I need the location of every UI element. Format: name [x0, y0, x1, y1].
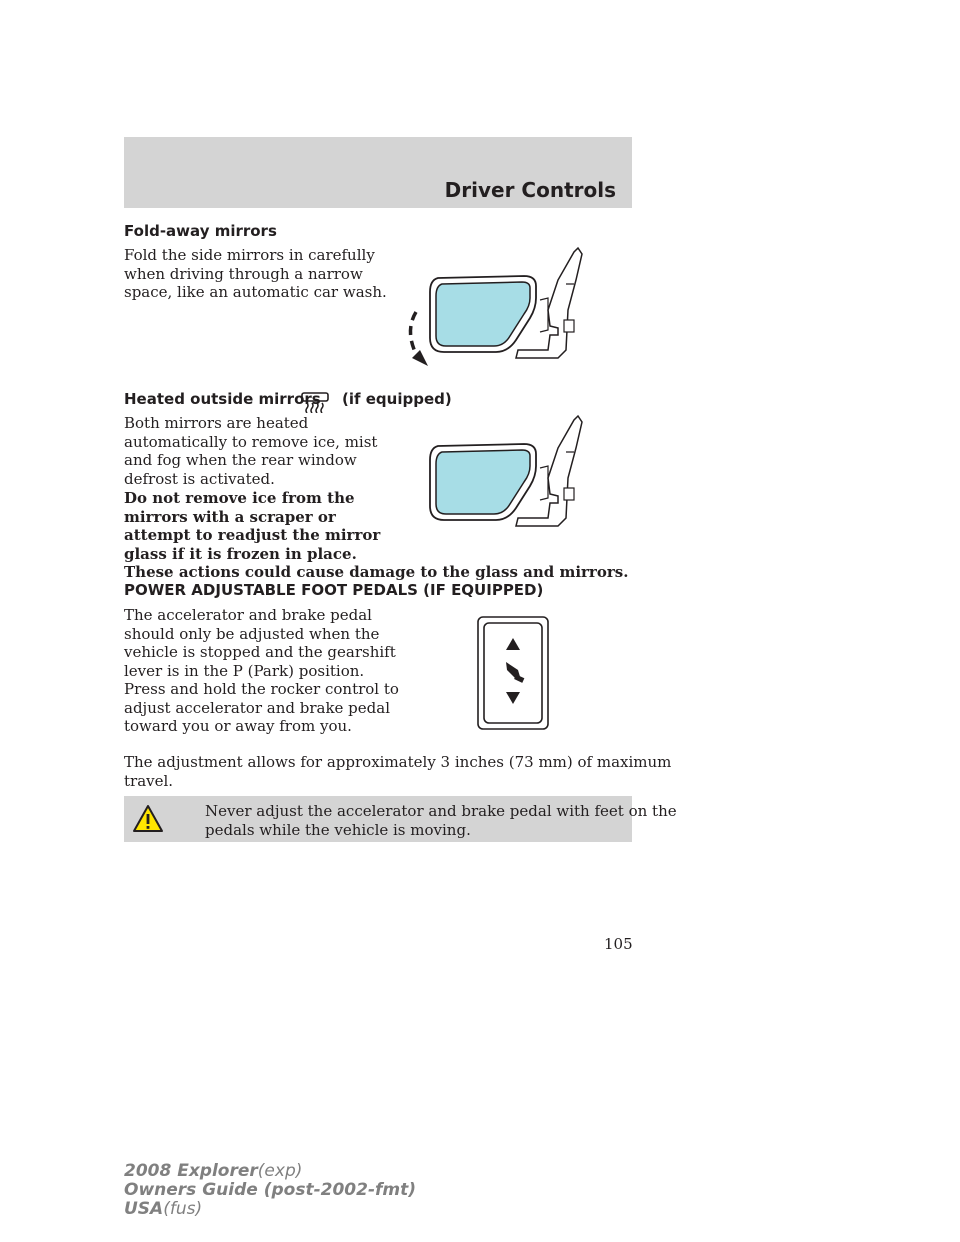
fold-away-heading: Fold-away mirrors	[124, 222, 277, 240]
text-line: space, like an automatic car wash.	[124, 283, 387, 302]
text-line: lever is in the P (Park) position.	[124, 661, 365, 680]
page-number: 105	[604, 935, 633, 953]
warning-text	[205, 802, 677, 839]
folding-mirror-illustration	[398, 240, 588, 370]
warning-box	[124, 796, 677, 842]
text-line: mirrors with a scraper or	[124, 507, 336, 526]
text-line: These actions could cause damage to the glass and mirrors.	[124, 563, 629, 582]
footer-guide: Owners Guide (post-2002-fmt)	[124, 1180, 417, 1200]
text-line: pedals while the vehicle is moving.	[205, 820, 471, 839]
heated-mirror-illustration	[418, 408, 588, 538]
text-line: Never adjust the accelerator and brake pedal with feet on the	[205, 802, 677, 820]
text-line: attempt to readjust the mirror	[124, 526, 381, 545]
section-title: Driver Controls	[444, 178, 616, 202]
pedal-rocker-switch-illustration	[477, 616, 549, 730]
text-line: toward you or away from you.	[124, 717, 352, 736]
heated-mirrors-heading-suffix: (if equipped)	[342, 390, 452, 408]
footer-model-code: (exp)	[257, 1161, 303, 1181]
text-line: Press and hold the rocker control to	[124, 680, 399, 698]
heated-mirrors-heading: Heated outside mirrors	[124, 390, 321, 408]
text-line: Do not remove ice from the	[124, 489, 355, 507]
heated-mirrors-paragraph	[124, 414, 377, 488]
footer	[124, 1162, 416, 1219]
defrost-icon	[300, 391, 330, 413]
pedals-paragraph-1	[124, 606, 396, 680]
text-line: adjust accelerator and brake pedal	[124, 698, 391, 717]
text-line: The accelerator and brake pedal	[124, 606, 372, 624]
pedals-heading: POWER ADJUSTABLE FOOT PEDALS (IF EQUIPPED)	[124, 581, 544, 599]
text-line: travel.	[124, 771, 174, 790]
header-band	[124, 137, 632, 208]
footer-market: USA	[124, 1199, 164, 1219]
text-line: Fold the side mirrors in carefully	[124, 246, 375, 264]
pedals-paragraph-3	[124, 753, 671, 790]
text-line: Both mirrors are heated	[124, 414, 309, 432]
warning-triangle-icon	[132, 804, 164, 834]
fold-away-paragraph	[124, 246, 387, 302]
footer-market-code: (fus)	[163, 1199, 203, 1219]
text-line: automatically to remove ice, mist	[124, 432, 378, 451]
pedals-paragraph-2	[124, 680, 399, 736]
footer-model: 2008 Explorer	[124, 1161, 258, 1181]
text-line: and fog when the rear window	[124, 451, 357, 470]
text-line: glass if it is frozen in place.	[124, 544, 357, 563]
text-line: The adjustment allows for approximately 3 inches (73 mm) of maximum	[124, 753, 672, 771]
text-line: should only be adjusted when the	[124, 624, 380, 643]
text-line: defrost is activated.	[124, 469, 275, 488]
text-line: vehicle is stopped and the gearshift	[124, 643, 396, 662]
text-line: when driving through a narrow	[124, 264, 363, 283]
